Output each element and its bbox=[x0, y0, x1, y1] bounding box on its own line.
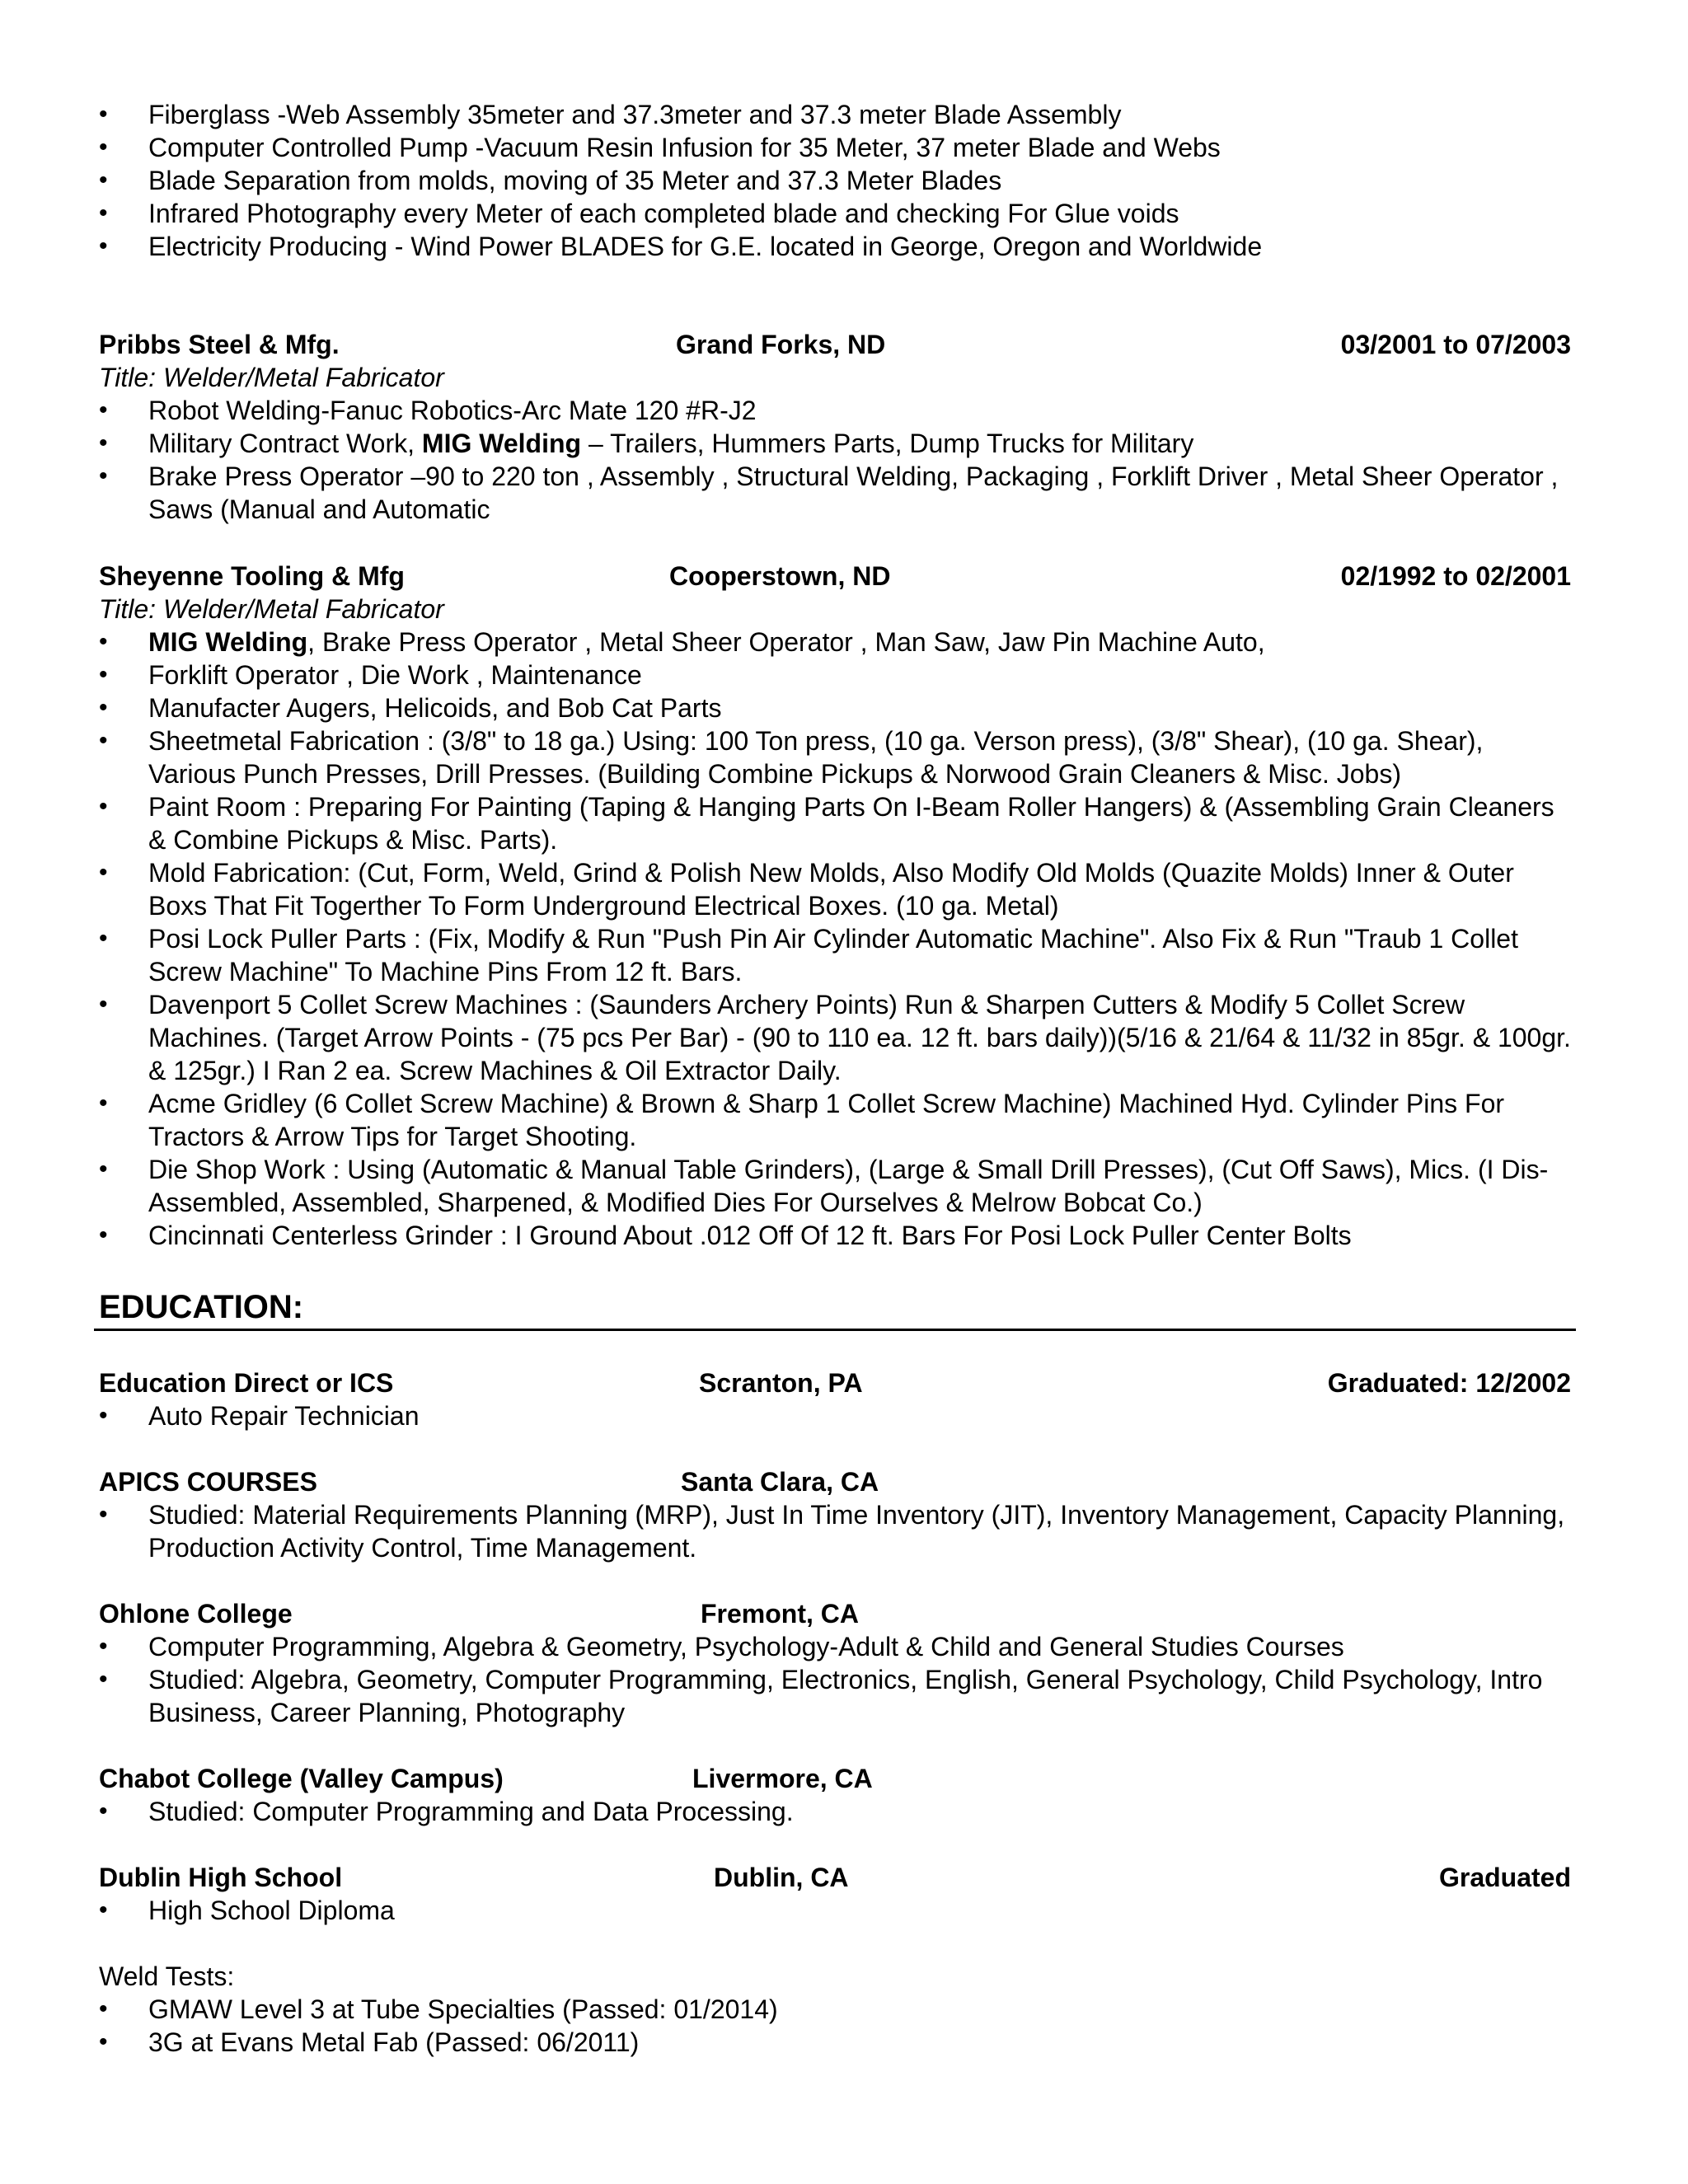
school-location: Dublin, CA bbox=[714, 1863, 849, 1892]
list-item bbox=[99, 626, 1571, 658]
list-item: • Blade Separation from molds, moving of 35 Meter and 37.3 Meter Blades bbox=[99, 164, 1571, 197]
weld-tests-label: Weld Tests: bbox=[99, 1961, 235, 1991]
bullet-text: – Trailers, Hummers Parts, Dump Trucks for Military bbox=[581, 429, 1194, 458]
list-item: • Posi Lock Puller Parts : (Fix, Modify & Run "Push Pin Air Cylinder Automatic Machine". Also Fix & Run "Traub 1 Collet Screw Machine" To Machine Pins From 12 ft. Bars. bbox=[99, 922, 1571, 988]
list-item bbox=[99, 427, 1571, 460]
school-status: Graduated: 12/2002 bbox=[1327, 1368, 1571, 1398]
list-item: • Cincinnati Centerless Grinder : I Ground About .012 Off Of 12 ft. Bars For Posi Lock Puller Center Bolts bbox=[99, 1219, 1571, 1252]
school-name: Chabot College (Valley Campus) bbox=[99, 1764, 504, 1793]
list-item: • Electricity Producing - Wind Power BLADES for G.E. located in George, Oregon and Worldwide bbox=[99, 230, 1571, 263]
section-heading: EDUCATION: bbox=[94, 1287, 1576, 1331]
school-location: Scranton, PA bbox=[699, 1368, 863, 1398]
school-name: Education Direct or ICS bbox=[99, 1368, 394, 1398]
company-name: Pribbs Steel & Mfg. bbox=[99, 330, 340, 359]
school-status: Graduated bbox=[1438, 1863, 1571, 1892]
school-apics bbox=[99, 1465, 1571, 1564]
list-item: • Paint Room : Preparing For Painting (Taping & Hanging Parts On I-Beam Roller Hangers) & (Assembling Grain Cleaners & Combine Pickups & Misc. Parts). bbox=[99, 790, 1571, 856]
school-ohlone bbox=[99, 1597, 1571, 1729]
list-item: • Studied: Computer Programming and Data Processing. bbox=[99, 1795, 1571, 1828]
job-sheyenne bbox=[99, 560, 1571, 1252]
school-header bbox=[99, 1861, 1571, 1894]
school-header bbox=[99, 1762, 1571, 1795]
list-item: • Mold Fabrication: (Cut, Form, Weld, Grind & Polish New Molds, Also Modify Old Molds (Quazite Molds) Inner & Outer Boxs That Fit Togerther To Form Underground Electrical Boxes. (10 ga. Metal) bbox=[99, 856, 1571, 922]
job-location: Cooperstown, ND bbox=[669, 561, 891, 591]
bullet-bold: MIG Welding bbox=[148, 627, 308, 657]
list-item: • GMAW Level 3 at Tube Specialties (Passed: 01/2014) bbox=[99, 1993, 1571, 2026]
list-item: • Fiberglass -Web Assembly 35meter and 37.3meter and 37.3 meter Blade Assembly bbox=[99, 98, 1571, 131]
list-item: • Auto Repair Technician bbox=[99, 1399, 1571, 1432]
job-header bbox=[99, 328, 1571, 361]
bullet-bold: MIG Welding bbox=[421, 429, 582, 458]
bullet-pre: Military Contract Work, bbox=[148, 429, 422, 458]
job-dates: 02/1992 to 02/2001 bbox=[1340, 561, 1571, 591]
school-chabot bbox=[99, 1762, 1571, 1828]
job-header bbox=[99, 560, 1571, 593]
school-name: APICS COURSES bbox=[99, 1467, 317, 1497]
school-location: Fremont, CA bbox=[701, 1599, 859, 1629]
top-bullet-list bbox=[99, 98, 1571, 263]
list-item: • Infrared Photography every Meter of each completed blade and checking For Glue voids bbox=[99, 197, 1571, 230]
list-item: • Forklift Operator , Die Work , Maintenance bbox=[99, 658, 1571, 691]
list-item: • 3G at Evans Metal Fab (Passed: 06/2011) bbox=[99, 2026, 1571, 2059]
list-item: • Brake Press Operator –90 to 220 ton , Assembly , Structural Welding, Packaging , Forklift Driver , Metal Sheer Operator , Saws (Manual and Automatic bbox=[99, 460, 1571, 526]
company-name: Sheyenne Tooling & Mfg bbox=[99, 561, 405, 591]
list-item: • Studied: Material Requirements Planning (MRP), Just In Time Inventory (JIT), Inventory Management, Capacity Planning, Production Activity Control, Time Management. bbox=[99, 1498, 1571, 1564]
list-item: • Sheetmetal Fabrication : (3/8" to 18 ga.) Using: 100 Ton press, (10 ga. Verson press), (3/8" Shear), (10 ga. Shear), Various Punch Presses, Drill Presses. (Building Combine Pickups & Norwood Grain Cleaners & Misc. Jobs) bbox=[99, 724, 1571, 790]
list-item: • Robot Welding-Fanuc Robotics-Arc Mate 120 #R-J2 bbox=[99, 394, 1571, 427]
school-education-direct bbox=[99, 1366, 1571, 1432]
list-item: • Computer Controlled Pump -Vacuum Resin Infusion for 35 Meter, 37 meter Blade and Webs bbox=[99, 131, 1571, 164]
list-item: • Die Shop Work : Using (Automatic & Manual Table Grinders), (Large & Small Drill Presses), (Cut Off Saws), Mics. (I Dis-Assembled, Assembled, Sharpened, & Modified Dies For Ourselves & Melrow Bobcat Co.) bbox=[99, 1153, 1571, 1219]
bullet-text: , Brake Press Operator , Metal Sheer Operator , Man Saw, Jaw Pin Machine Auto, bbox=[307, 627, 1265, 657]
job-pribbs bbox=[99, 328, 1571, 526]
job-dates: 03/2001 to 07/2003 bbox=[1340, 330, 1571, 359]
school-header bbox=[99, 1597, 1571, 1630]
weld-tests bbox=[99, 1960, 1571, 2059]
school-header bbox=[99, 1366, 1571, 1399]
education-section bbox=[99, 1287, 1571, 1331]
school-location: Livermore, CA bbox=[692, 1764, 873, 1793]
list-item: • Manufacter Augers, Helicoids, and Bob Cat Parts bbox=[99, 691, 1571, 724]
job-title: Title: Welder/Metal Fabricator bbox=[99, 363, 444, 392]
school-name: Ohlone College bbox=[99, 1599, 293, 1629]
list-item: • Computer Programming, Algebra & Geometry, Psychology-Adult & Child and General Studies Courses bbox=[99, 1630, 1571, 1663]
list-item: • High School Diploma bbox=[99, 1894, 1571, 1927]
job-title: Title: Welder/Metal Fabricator bbox=[99, 594, 444, 624]
list-item: • Davenport 5 Collet Screw Machines : (Saunders Archery Points) Run & Sharpen Cutters & Modify 5 Collet Screw Machines. (Target Arrow Points - (75 pcs Per Bar) - (90 to 110 ea. 12 ft. bars daily))(5/16 & 21/64 & 11/32 in 85gr. & 100gr. & 125gr.) I Ran 2 ea. Screw Machines & Oil Extractor Daily. bbox=[99, 988, 1571, 1087]
school-header bbox=[99, 1465, 1571, 1498]
list-item: • Acme Gridley (6 Collet Screw Machine) & Brown & Sharp 1 Collet Screw Machine) Machined Hyd. Cylinder Pins For Tractors & Arrow Tips for Target Shooting. bbox=[99, 1087, 1571, 1153]
school-dublin bbox=[99, 1861, 1571, 1927]
school-name: Dublin High School bbox=[99, 1863, 343, 1892]
school-location: Santa Clara, CA bbox=[681, 1467, 879, 1497]
job-location: Grand Forks, ND bbox=[676, 330, 886, 359]
list-item: • Studied: Algebra, Geometry, Computer Programming, Electronics, English, General Psychology, Child Psychology, Intro Business, Career Planning, Photography bbox=[99, 1663, 1571, 1729]
